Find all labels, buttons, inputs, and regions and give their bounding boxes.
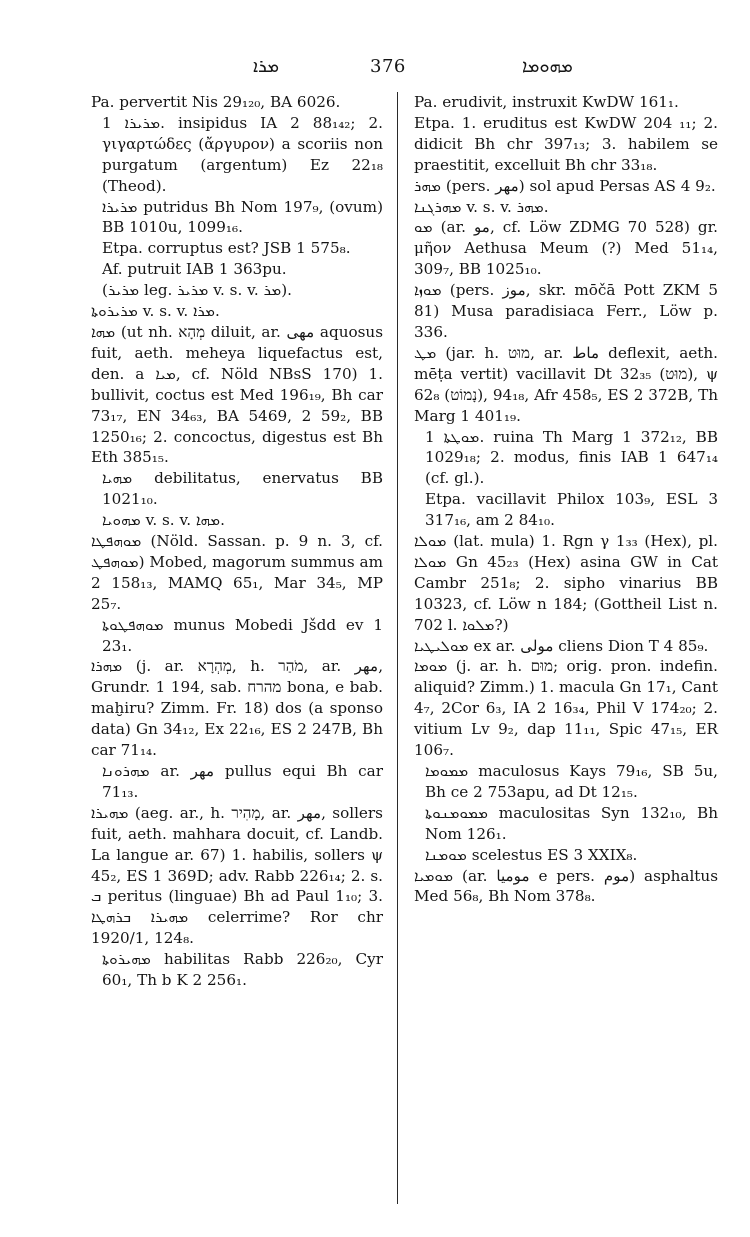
dictionary-entry: ܡܗܐ (ut nh. מְהָא diluit, ar. مهى aquosus fuit, aeth. meheya liquefactus est, den. a ܡܝܐ, cf. Nöld NBsS 170) 1. bullivit, coctus est Med 196₁₉, Bh car 73₁₇, EN 34₆₃, BA 5469, 2 59₂, BB 1250₁₆; 2. concoctus, digestus est Bh Eth 385₁₅. xyxy=(91,322,383,467)
dictionary-subentry: ܡܗܘܝܐ v. s. v. ܡܗܐ. xyxy=(102,511,225,530)
dictionary-entry: ܡܘܡܐ (j. ar. h. מוּם; orig. pron. indefin. aliquid? Zimm.) 1. macula Gn 17₁, Cant 4₇, 2Cor 6₃, IA 2 16₃₄, Phil V 174₂₀; 2. vitium Lv 9₂, dap 11₁₁, Spic 47₁₅, ER 106₇. xyxy=(414,657,718,760)
dictionary-entry: ܡܗܝܪܐ (aeg. ar., h. מָהִיר, ar. مهر, sollers fuit, aeth. mahhara docuit, cf. Landb. La langue ar. 67) 1. habilis, sollers ψ 45₂, ES 1 369D; adv. Rabb 226₁₄; 2. s. ܒ peritus (linguae) Bh ad Paul 1₁₀; 3. ܡܗܝܪܐ ܒܪܗܛܐ celerrime? Ror chr 1920/1, 124₈. xyxy=(91,803,383,948)
dictionary-subentry: ܡܘܛܬܐ 1. ruina Th Marg 1 372₁₂, BB 1029₁₈; 2. modus, finis IAB 1 647₁₄ (cf. gl.). xyxy=(425,427,718,488)
page-number: 376 xyxy=(370,56,406,77)
dictionary-entry: ܡܘܡܝܐ (ar. موميا e pers. موم) asphaltus Med 56₈, Bh Nom 378₈. xyxy=(414,866,718,906)
column-divider xyxy=(397,92,398,1204)
dictionary-subentry: (ܡܪܝܪ leg. ܡܪܝܪ v. s. v. ܡܪ). xyxy=(102,281,292,300)
dictionary-subentry: ܡܡܘܡܢܘܬܐ maculositas Syn 132₁₀, Bh Nom 126₁. xyxy=(425,803,718,843)
dictionary-subentry: ܡܗܝܐ debilitatus, enervatus BB 1021₁₀. xyxy=(102,469,383,509)
dictionary-subentry: ܡܪܝܪܐ putridus Bh Nom 197₉, (ovum) BB 1010u, 1099₁₆. xyxy=(102,197,383,237)
page-header xyxy=(88,56,708,78)
dictionary-subentry: ܡܘܗܦܛܘܬܐ munus Mobedi Jšdd ev 1 23₁. xyxy=(102,615,383,655)
running-headword-right: ܡܗܘܡܐ xyxy=(522,56,573,77)
dictionary-subentry: Etpa. corruptus est? JSB 1 575₈. xyxy=(102,239,351,258)
running-headword-left: ܡܪܐ xyxy=(253,56,279,77)
dictionary-entry: ܡܗܪ (pers. مهر) sol apud Persas AS 4 9₂. xyxy=(414,176,716,195)
dictionary-entry: ܡܘܠܝܛܝܐ ex ar. مولى cliens Dion T 4 85₉. xyxy=(414,636,709,655)
dictionary-subentry: ܡܗܝܪܘܬܐ habilitas Rabb 226₂₀, Cyr 60₁, Th b K 2 256₁. xyxy=(102,950,383,990)
dictionary-entry: Pa. erudivit, instruxit KwDW 161₁. xyxy=(414,93,679,111)
dictionary-subentry: Etpa. vacillavit Philox 103₉, ESL 3 317₁₆, am 2 84₁₀. xyxy=(425,490,718,530)
dictionary-entry: ܡܘ (ar. مو, cf. Löw ZDMG 70 528) gr. μῆον Aethusa Meum (?) Med 51₁₄, 309₇, BB 1025₁₀. xyxy=(414,218,718,279)
dictionary-subentry: Af. putruit IAB 1 363pu. xyxy=(102,260,287,279)
left-column xyxy=(91,92,383,991)
dictionary-entry: ܡܪܝܪܘܬܐ v. s. v. ܡܪܐ. xyxy=(91,302,220,321)
dictionary-entry: ܡܛ (jar. h. מוּט, ar. ماط deflexit, aeth. mēṭa vertit) vacillavit Dt 32₃₅ (מוּט), ψ 62₈ (נָמוֹט), 94₁₈, Afr 458₅, ES 2 372B, Th Marg 1 401₁₉. xyxy=(414,343,719,425)
dictionary-subentry: ܡܘܡܢܐ scelestus ES 3 XXIX₈. xyxy=(425,845,638,864)
dictionary-entry: ܡܘܠܐ (lat. mula) 1. Rgn γ 1₃₃ (Hex), pl. ܡܘܠܐ Gn 45₂₃ (Hex) asina GW in Cat Cambr 251₈; 2. sipho vinarius BB 10323, cf. Löw n 184; (Gottheil List n. 702 l. ܡܠܘܐ?) xyxy=(414,532,718,634)
dictionary-subentry: ܡܡܘܡܐ maculosus Kays 79₁₆, SB 5u, Bh ce 2 753apu, ad Dt 12₁₅. xyxy=(425,762,718,801)
dictionary-entry: Etpa. 1. eruditus est KwDW 204 ₁₁; 2. didicit Bh chr 397₁₃; 3. habilem se praestitit, excelluit Bh chr 33₁₈. xyxy=(414,113,718,174)
dictionary-subentry: ܡܪܝܪܐ 1. insipidus IA 2 88₁₄₂; 2. γιγαρτώδες (ἄργυρον) a scoriis non purgatum (argentum) Ez 22₁₈ (Theod). xyxy=(102,113,383,195)
dictionary-entry: Pa. pervertit Nis 29₁₂₀, BA 6026. xyxy=(91,93,341,111)
dictionary-entry: ܡܗܪܐ (j. ar. מְהְרָא, h. מֹהַר, ar. مهر, Grundr. 1 194, sab. מהרח bona, e bab. maḫiru? Zimm. Fr. 18) dos (a sponso data) Gn 34₁₂, Ex 22₁₆, ES 2 247B, Bh car 71₁₄. xyxy=(91,657,384,760)
right-column xyxy=(414,92,718,907)
dictionary-subentry: ܡܗܪܘܢܐ ar. مهر pullus equi Bh car 71₁₃. xyxy=(102,762,383,801)
dictionary-entry: ܡܘܙܐ (pers. موز, skr. mōčā Pott ZKM 5 81) Musa paradisiaca Ferr., Löw p. 336. xyxy=(414,281,718,341)
dictionary-entry: ܡܘܗܦܛܐ (Nöld. Sassan. p. 9 n. 3, cf. ܡܘܗܦܛ) Mobed, magorum summus am 2 158₁₃, MAMQ 65₁, Mar 34₅, MP 25₇. xyxy=(91,532,384,613)
dictionary-entry: ܡܗܪܓܢܐ v. s. v. ܡܗܪ. xyxy=(414,197,549,216)
